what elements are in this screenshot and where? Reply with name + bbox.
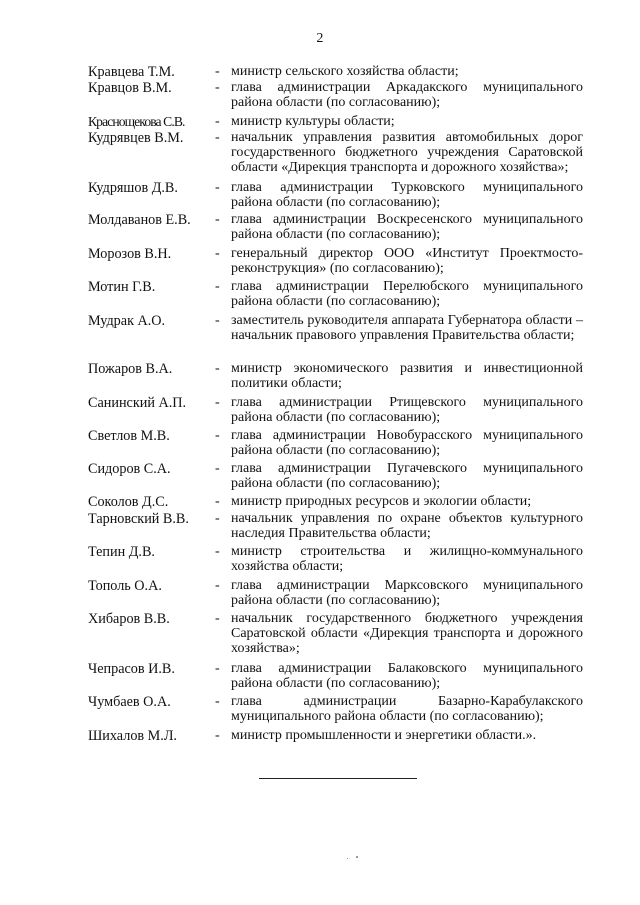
person-position: глава администрации Перелюбского муниципального района области (по согласованию); <box>231 279 583 310</box>
separator-dash: - <box>215 180 220 195</box>
person-position: глава администрации Турковского муниципального района области (по согласованию); <box>231 180 583 211</box>
person-position: глава администрации Новобурасского муниципального района области (по согласованию); <box>231 428 583 459</box>
person-position: министр промышленности и энергетики области.». <box>231 728 537 743</box>
separator-dash: - <box>215 395 220 410</box>
separator-dash: - <box>215 246 220 261</box>
person-position: министр строительства и жилищно-коммунального хозяйства области; <box>231 544 583 575</box>
separator-dash: - <box>215 80 220 95</box>
separator-dash: - <box>215 279 220 294</box>
person-name: Морозов В.Н. <box>88 246 172 262</box>
separator-dash: - <box>215 694 220 709</box>
scan-speck <box>356 856 358 858</box>
person-name: Чепрасов И.В. <box>88 661 175 677</box>
person-name: Чумбаев О.А. <box>88 694 171 710</box>
separator-dash: - <box>215 313 220 328</box>
separator-dash: - <box>215 130 220 145</box>
separator-dash: - <box>215 361 220 376</box>
person-position: начальник управления по охране объектов культурного наследия Правительства области; <box>231 511 583 542</box>
person-position: министр культуры области; <box>231 114 395 129</box>
person-position: министр экономического развития и инвестиционной политики области; <box>231 361 583 392</box>
person-name: Мудрак А.О. <box>88 313 166 329</box>
person-position: глава администрации Балаковского муниципального района области (по согласованию); <box>231 661 583 692</box>
separator-dash: - <box>215 461 220 476</box>
person-name: Шихалов М.Л. <box>88 728 177 744</box>
person-name: Кравцов В.М. <box>88 80 172 96</box>
separator-dash: - <box>215 114 220 129</box>
person-name: Соколов Д.С. <box>88 494 169 510</box>
separator-dash: - <box>215 578 220 593</box>
person-name: Мотин Г.В. <box>88 279 156 295</box>
person-position: начальник государственного бюджетного учреждения Саратовской области «Дирекция транспорта и дорожного хозяйства»; <box>231 611 583 657</box>
person-position: генеральный директор ООО «Институт Проектмосто-реконструкция» (по согласованию); <box>231 246 583 277</box>
separator-dash: - <box>215 511 220 526</box>
separator-dash: - <box>215 212 220 227</box>
separator-dash: - <box>215 64 220 79</box>
person-position: начальник управления развития автомобильных дорог государственного бюджетного учреждения Саратовской области «Дирекция транспорта и дорожного хозяйства»; <box>231 130 583 176</box>
person-name: Кудряшов Д.В. <box>88 180 178 196</box>
person-position: глава администрации Базарно-Карабулакского муниципального района области (по согласованию); <box>231 694 583 725</box>
separator-dash: - <box>215 428 220 443</box>
person-name: Хибаров В.В. <box>88 611 170 627</box>
person-name: Санинский А.П. <box>88 395 187 411</box>
separator-dash: - <box>215 661 220 676</box>
person-position: глава администрации Пугачевского муниципального района области (по согласованию); <box>231 461 583 492</box>
person-name: Тополь О.А. <box>88 578 162 594</box>
person-name: Тарновский В.В. <box>88 511 189 527</box>
closing-rule <box>259 778 417 779</box>
person-name: Пожаров В.А. <box>88 361 173 377</box>
person-name: Кравцева Т.М. <box>88 64 175 80</box>
person-position: глава администрации Марксовского муниципального района области (по согласованию); <box>231 578 583 609</box>
person-position: министр сельского хозяйства области; <box>231 64 459 79</box>
person-position: глава администрации Аркадакского муниципального района области (по согласованию); <box>231 80 583 111</box>
person-name: Тепин Д.В. <box>88 544 155 560</box>
person-position: глава администрации Ртищевского муниципального района области (по согласованию); <box>231 395 583 426</box>
separator-dash: - <box>215 544 220 559</box>
person-name: Кудрявцев В.М. <box>88 130 184 146</box>
person-name: Краснощекова С.В. <box>88 114 185 129</box>
scan-speck <box>347 858 348 859</box>
separator-dash: - <box>215 494 220 509</box>
person-name: Молдаванов Е.В. <box>88 212 191 228</box>
person-position: министр природных ресурсов и экологии области; <box>231 494 532 509</box>
person-name: Сидоров С.А. <box>88 461 171 477</box>
separator-dash: - <box>215 728 220 743</box>
person-position: глава администрации Воскресенского муниципального района области (по согласованию); <box>231 212 583 243</box>
separator-dash: - <box>215 611 220 626</box>
person-name: Светлов М.В. <box>88 428 170 444</box>
person-position: заместитель руководителя аппарата Губернатора области – начальник правового управления Правительства области; <box>231 313 583 344</box>
page-number: 2 <box>316 31 324 46</box>
